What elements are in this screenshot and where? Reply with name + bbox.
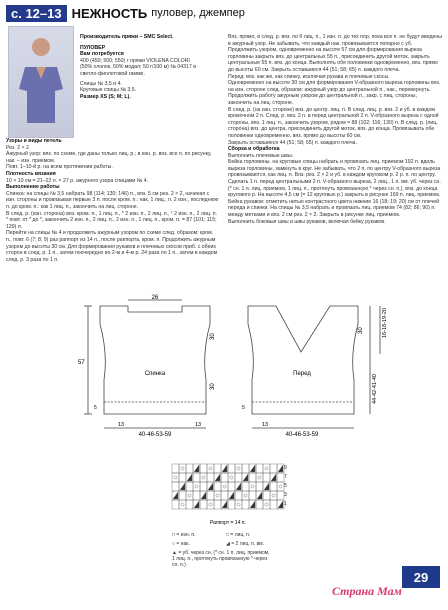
dim-neck-width: 26 — [151, 295, 159, 301]
chart-cell — [186, 500, 193, 509]
chart-cell — [235, 500, 242, 509]
chart-cell — [256, 500, 263, 509]
legend-item: ▲ = уб. через сн. (* сн. 1 п. лиц. приемом, 1 лиц. п., протянуть провязанную * через сн. п.) — [172, 550, 270, 568]
section-heading: Плотность вязания — [6, 170, 56, 177]
size-text: Размер XS (S; M; L). — [80, 93, 131, 100]
instruction-paragraph: Перейти на спицы № 4 и продолжить ажурным узором по схеме след. образом: кром. п., повт. 6 (7; 8; 9) раз раппорт из 14 п., после раппорта, кром. п. Продолжить ажурным узором до высоты 30 см. Для формирования рукавов и плечевых скосов приб. с обеих сторон в след. р. 1 п., затем поочередно во 2-м и 4-м р. 24 раза по 1 п., затем в каждом след. р. 3 раза по 1 п. — [6, 230, 218, 263]
chart-cell — [207, 491, 214, 500]
chart-cell — [214, 500, 221, 509]
chart-cell — [186, 491, 193, 500]
dim-sleeve-right: 13 — [195, 422, 202, 428]
yarn-over-symbol — [209, 503, 212, 506]
yarn-over-symbol — [258, 476, 261, 479]
dim-armhole-back: 30 — [210, 333, 216, 340]
chart-cell — [207, 473, 214, 482]
chart-cell — [249, 491, 256, 500]
instruction-paragraph: 10 × 10 см = 21–22 п. × 27 р. ажурного узора спицами № 4. — [6, 177, 149, 184]
yarn-over-symbol — [272, 494, 275, 497]
chart-cell — [235, 491, 242, 500]
chart-cell — [256, 473, 263, 482]
stitch-chart — [170, 462, 300, 528]
instruction-paragraph: Выполнить боковые швы и швы рукавов, включая бейку рукавов. — [228, 218, 386, 225]
yarn-over-symbol — [223, 485, 226, 488]
chart-cell — [172, 500, 179, 509]
decrease-symbol — [271, 474, 276, 481]
chart-cell — [249, 482, 256, 491]
decrease-symbol — [229, 492, 234, 499]
chart-cell — [242, 500, 249, 509]
instruction-paragraph: Выполнить плечевые швы. — [228, 152, 294, 159]
materials-heading: Вам потребуется — [80, 51, 124, 58]
front-label: Перед — [293, 371, 311, 377]
model-illustration — [9, 27, 73, 137]
materials-text: 400 (450; 500; 550) г пряжи VIOLENA COLORI (50% хлопок, 50% модал; 50 г/100 м) № 04317 в светло-фиолетовой гамме. — [80, 57, 196, 77]
pattern-title: НЕЖНОСТЬ — [71, 5, 148, 21]
chart-cell — [179, 473, 186, 482]
yarn-over-symbol — [195, 485, 198, 488]
dim-front-height: 44-42-41-40 — [372, 374, 378, 404]
instruction-paragraph: Бейка горловины. на круговые спицы набрать и провязать лиц. приемом 192 п. вдоль выреза горловины, замкнуть в круг. Не забывать, что 2 п. по центру V-образного выреза провязываются, как лиц. п. Вяз. рез. 2 × 2 и уб. в каждом круговом р. 2 р. п. по центру. Сделать 1 п. перед центральными 2 п. V-образного выреза, 2 лиц., 1 п. вм. уб. через сн. (* сн. 1 п. лиц. приемом, 1 лиц. п., протянуть провязанную * через сн. п.), вяз. до конца кругового р. На высоте 4,5 см (= 12 круговых р.) закрыть в рисунке 169 п. лиц. приемом. — [228, 159, 441, 199]
decrease-symbol — [250, 465, 255, 472]
chart-cell — [235, 473, 242, 482]
dim-front-width: 40-46-53-59 — [285, 432, 319, 438]
yarn-over-symbol — [265, 503, 268, 506]
section-number: с. 12–13 — [6, 5, 67, 22]
legend-right — [226, 532, 306, 547]
chart-cell — [193, 491, 200, 500]
chart-cell — [277, 482, 284, 491]
dim-sleeve-left: 13 — [118, 422, 125, 428]
yarn-over-symbol — [265, 467, 268, 470]
instruction-paragraph: Рез. 2 × 2. — [6, 144, 31, 151]
yarn-over-symbol — [244, 494, 247, 497]
chart-cell — [277, 473, 284, 482]
instruction-paragraph: Ажурный узор: вяз. по схеме, где даны только лиц. р.; в изн. р. вяз. все п. по рисунку, нак. – изн. приемом. — [6, 151, 212, 164]
chart-cell — [256, 482, 263, 491]
chart-cell — [186, 482, 193, 491]
chart-cell — [270, 500, 277, 509]
chart-cell — [207, 500, 214, 509]
chart-row-numbers — [284, 464, 287, 509]
chart-cell — [263, 491, 270, 500]
chart-cell — [263, 464, 270, 473]
decrease-symbol — [173, 492, 178, 499]
chart-cell — [242, 464, 249, 473]
chart-cell — [270, 491, 277, 500]
yarn-over-symbol — [251, 485, 254, 488]
yarn-over-symbol — [216, 494, 219, 497]
instruction-paragraph: Перед: вяз. как же, как спинку, исключая рукава и плечевые скосы. — [228, 73, 390, 80]
chart-cell — [193, 473, 200, 482]
decrease-symbol — [243, 474, 248, 481]
decrease-symbol — [278, 501, 283, 508]
instruction-paragraph: Закрыть оставшиеся 44 (51; 58; 65) п. каждого плеча. — [228, 139, 357, 146]
chart-cell — [172, 464, 179, 473]
chart-cell — [228, 473, 235, 482]
chart-cell — [228, 482, 235, 491]
yarn-over-symbol — [181, 467, 184, 470]
section-heading: Сборка и обработка — [228, 146, 280, 153]
instruction-paragraph: Спинка: на спицы № 3,5 набрать 98 (114; 130; 146) п., вяз. 5 см рез. 2 × 2, начиная с изн. стороны и провязывая первые 3 п. после кром. п.: нак, 1 лиц., п. 2 изн., последнюю п. до кром. п.: как 1 лиц. п., закончить на лиц. стороне. — [6, 190, 219, 210]
instruction-paragraph: Вяз. прямо, в след. р. вяз. по 6 лиц. п., 1 изн. п. до тех пор, пока все п. не будут введены в ажурный узор. Не забывать, что каждый нак. провязывается попарно с уб. Продолжить узором, одновременно на высоте 57 см для формирования выреза горловины закрыть вяз. до центральных 55 п., присоединить другой моток, закрыть центральные 55 п. вяз. до конца. Выполнять обе половинки одновременно, вяз. прямо до высоты 60 см. Закрыть оставшиеся 44 (51; 58; 65) п. каждого плеча. — [228, 34, 442, 73]
chart-row-5: 5 — [284, 483, 287, 489]
decrease-symbol — [194, 465, 199, 472]
chart-cell — [214, 491, 221, 500]
chart-cell — [242, 491, 249, 500]
yarn-over-symbol — [174, 476, 177, 479]
instruction-paragraph: В след. р. (изн. сторона) вяз. кром. п., 1 лиц. п., * 2 изн. п., 2 лиц. п., ¹ 2 изн. п., 2 лиц. п. * повт. от * до *, закончить 2 изн. п., 2 лиц. п., 2 изн. п., 1 лиц. п., кром. п. = 87 (101; 115; 129) п. — [6, 210, 218, 230]
watermark: Страна Мам — [332, 584, 402, 598]
legend-item: □ = лиц. п. — [226, 532, 251, 538]
chart-row-7: 7 — [284, 474, 287, 480]
chart-row-1: 1 — [284, 501, 287, 507]
decrease-symbol — [180, 483, 185, 490]
decrease-symbol — [250, 501, 255, 508]
chart-row-9: 9 — [284, 465, 287, 471]
chart-rapport-label: Раппорт = 14 п. — [210, 520, 246, 526]
dim-neck-front: 30 — [358, 327, 364, 334]
decrease-symbol — [194, 501, 199, 508]
instruction-paragraph: В след. р. (на изн. стороне) вяз. до центр. лиц. п. В след. лиц. р. вяз. 2 и уб. в каждом кромочном 2 п. След. р. вяз. 2 п. в перед центральной 2 п. V-образного выреза с одной стороны, вяз. 1 лиц. п., закончить узором, рядом = 88 (102; 116; 130) п. В след. р. (лиц. сторона) вяз. до центра, присоединить другой моток, вяз. до конца. Провязывать обе половинки одновременно, вяз. прямо до высоты 60 см. — [228, 106, 439, 139]
chart-cell — [221, 491, 228, 500]
chart-row-3: 3 — [284, 492, 287, 498]
chart-cell — [277, 491, 284, 500]
chart-cell — [200, 482, 207, 491]
page-header — [6, 4, 245, 22]
chart-cell — [186, 464, 193, 473]
chart-cell — [249, 473, 256, 482]
dim-back-width: 40-46-53-59 — [138, 432, 172, 438]
section-heading: Узоры и виды петель — [6, 138, 62, 144]
chart-cell — [179, 464, 186, 473]
instruction-paragraph: Бейка рукавов: отметить нитью контрастного цвета нижние 16 (18; 19; 20) см от плечей переда и спинки. На спицы № 3,5 набрать и провязать лиц. приемом 74 (82; 86; 90) п. между метками и вяз. 2 см рез. 2 × 2. Закрыть в рисунке лиц. приемом. — [228, 198, 439, 219]
chart-cell — [228, 500, 235, 509]
dim-side-back: 30 — [210, 383, 216, 390]
chart-cell — [256, 464, 263, 473]
chart-cell — [200, 464, 207, 473]
chart-cell — [179, 491, 186, 500]
chart-cell — [235, 464, 242, 473]
dim-total-height: 57 — [78, 360, 85, 366]
yarn-over-symbol — [181, 503, 184, 506]
decrease-symbol — [187, 474, 192, 481]
decrease-symbol — [215, 474, 220, 481]
yarn-over-symbol — [188, 494, 191, 497]
chart-cell — [193, 482, 200, 491]
chart-cell — [179, 500, 186, 509]
front-outline — [248, 306, 358, 414]
chart-cell — [242, 482, 249, 491]
chart-cell — [228, 464, 235, 473]
chart-cell — [263, 500, 270, 509]
chart-cell — [263, 473, 270, 482]
decrease-symbol — [222, 465, 227, 472]
decrease-symbol — [264, 483, 269, 490]
back-label: Спинка — [144, 371, 166, 377]
dim-ribbing-back: 5 — [94, 405, 97, 411]
instruction-paragraph: Одновременно на высоте 30 см для формирования V-образного выреза горловины вяз. на изн. стороне след. образом: ажурный узор до центральной п., нак., перевернуть. Продолжить работу ажурным узором до центральной п., закр. с лиц. стороны, закончить на лиц. стороне. — [228, 80, 441, 106]
pattern-subtitle: пуловер, джемпер — [151, 7, 245, 19]
dim-ribbing-front: 5 — [242, 405, 245, 411]
chart-cell — [200, 500, 207, 509]
circular-needles-text: Круговые спицы № 3,5. — [80, 87, 137, 94]
chart-cell — [221, 482, 228, 491]
chart-cell — [214, 464, 221, 473]
chart-cell — [270, 482, 277, 491]
yarn-over-symbol — [237, 467, 240, 470]
section-heading: Выполнение работы — [6, 184, 60, 191]
legend-item: □ = изн. п. — [172, 532, 196, 538]
page-number: 29 — [402, 566, 440, 588]
yarn-producer: Производитель пряжи – SMC Select. — [80, 34, 174, 40]
instructions-right — [228, 34, 442, 225]
legend-item: ○ = нак. — [172, 541, 190, 547]
chart-cell — [207, 464, 214, 473]
chart-cell — [200, 473, 207, 482]
dim-front-sleeve: 13 — [262, 422, 269, 428]
dim-sleeve-band: 16-18-19-20 — [382, 308, 388, 338]
yarn-over-symbol — [230, 476, 233, 479]
decrease-symbol — [257, 492, 262, 499]
yarn-over-symbol — [202, 476, 205, 479]
yarn-over-symbol — [279, 485, 282, 488]
needles-text: Спицы № 3,5 и 4. — [80, 80, 122, 87]
chart-cell — [270, 464, 277, 473]
decrease-symbol — [201, 492, 206, 499]
garment-schematic — [0, 294, 448, 454]
model-photo — [8, 26, 74, 138]
chart-cell — [221, 473, 228, 482]
yarn-over-symbol — [237, 503, 240, 506]
decrease-symbol — [236, 483, 241, 490]
decrease-symbol — [278, 465, 283, 472]
chart-cell — [214, 482, 221, 491]
yarn-info — [80, 34, 200, 100]
chart-cell — [172, 473, 179, 482]
chart-cell — [172, 482, 179, 491]
item-name: ПУЛОВЕР — [80, 44, 106, 51]
decrease-symbol — [222, 501, 227, 508]
instruction-paragraph: Повт. 1–10-й р. на всем протяжении работы. — [6, 164, 113, 171]
legend-item: ◢ = 2 лиц. п. вм. — [226, 541, 264, 547]
decrease-symbol — [208, 483, 213, 490]
yarn-over-symbol — [209, 467, 212, 470]
back-outline — [100, 306, 210, 414]
instructions-left — [6, 138, 220, 263]
